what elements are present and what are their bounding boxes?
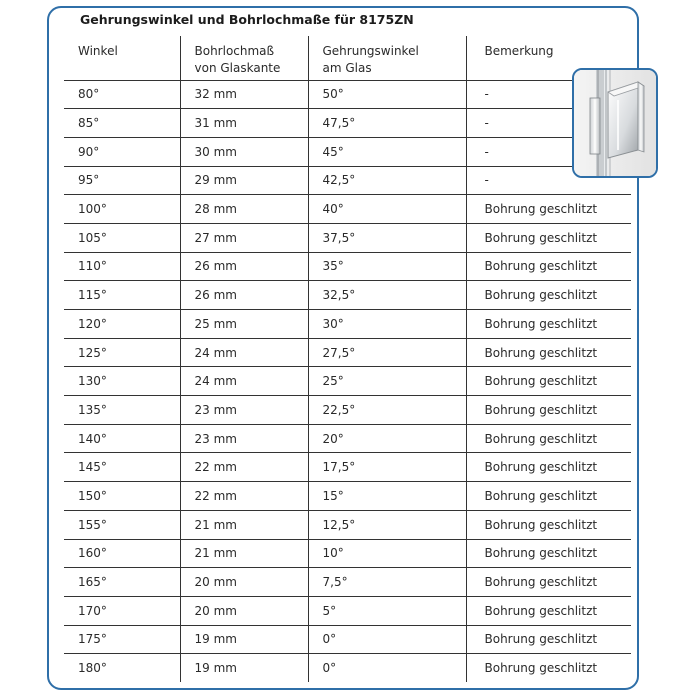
cell-bemerkung: Bohrung geschlitzt (466, 367, 631, 396)
table-row (64, 625, 631, 654)
cell-bemerkung: Bohrung geschlitzt (466, 453, 631, 482)
cell-gehrungswinkel: 32,5° (308, 281, 466, 310)
cell-bohrlochmass: 20 mm (180, 596, 308, 625)
glass-clamp-hinge-icon (574, 70, 656, 176)
header-line: Bemerkung (484, 44, 554, 58)
cell-gehrungswinkel: 20° (308, 424, 466, 453)
cell-winkel: 145° (64, 453, 180, 482)
cell-winkel: 170° (64, 596, 180, 625)
cell-bohrlochmass: 22 mm (180, 482, 308, 511)
cell-winkel: 115° (64, 281, 180, 310)
cell-gehrungswinkel: 7,5° (308, 568, 466, 597)
cell-bohrlochmass: 27 mm (180, 223, 308, 252)
table-row (64, 80, 631, 109)
cell-bohrlochmass: 19 mm (180, 654, 308, 683)
cell-winkel: 85° (64, 109, 180, 138)
table-row (64, 568, 631, 597)
header-winkel (64, 36, 180, 80)
cell-gehrungswinkel: 45° (308, 137, 466, 166)
table-row (64, 166, 631, 195)
cell-bemerkung: - (466, 137, 631, 166)
cell-winkel: 180° (64, 654, 180, 683)
cell-bohrlochmass: 21 mm (180, 510, 308, 539)
cell-gehrungswinkel: 30° (308, 310, 466, 339)
header-line: Bohrlochmaß (194, 44, 275, 58)
cell-gehrungswinkel: 17,5° (308, 453, 466, 482)
cell-winkel: 160° (64, 539, 180, 568)
cell-bohrlochmass: 20 mm (180, 568, 308, 597)
cell-bemerkung: Bohrung geschlitzt (466, 281, 631, 310)
cell-bohrlochmass: 19 mm (180, 625, 308, 654)
cell-bohrlochmass: 28 mm (180, 195, 308, 224)
table-row (64, 109, 631, 138)
table-row (64, 281, 631, 310)
cell-bemerkung: Bohrung geschlitzt (466, 510, 631, 539)
cell-winkel: 120° (64, 310, 180, 339)
cell-bemerkung: Bohrung geschlitzt (466, 625, 631, 654)
cell-gehrungswinkel: 10° (308, 539, 466, 568)
header-line: Winkel (78, 44, 118, 58)
table-row (64, 195, 631, 224)
cell-winkel: 175° (64, 625, 180, 654)
cell-winkel: 150° (64, 482, 180, 511)
cell-bohrlochmass: 21 mm (180, 539, 308, 568)
cell-bohrlochmass: 26 mm (180, 252, 308, 281)
cell-bemerkung: - (466, 166, 631, 195)
table-row (64, 310, 631, 339)
cell-winkel: 95° (64, 166, 180, 195)
cell-winkel: 100° (64, 195, 180, 224)
cell-gehrungswinkel: 12,5° (308, 510, 466, 539)
table-body (64, 80, 631, 682)
table-row (64, 252, 631, 281)
table-row (64, 539, 631, 568)
table-title: Gehrungswinkel und Bohrlochmaße für 8175ZN (80, 12, 414, 27)
cell-bemerkung: Bohrung geschlitzt (466, 396, 631, 425)
cell-bemerkung: Bohrung geschlitzt (466, 252, 631, 281)
header-line: Gehrungswinkel (322, 44, 419, 58)
cell-bemerkung: Bohrung geschlitzt (466, 310, 631, 339)
cell-bemerkung: Bohrung geschlitzt (466, 223, 631, 252)
header-row (64, 36, 631, 80)
cell-winkel: 155° (64, 510, 180, 539)
cell-gehrungswinkel: 47,5° (308, 109, 466, 138)
table-row (64, 482, 631, 511)
table-row (64, 367, 631, 396)
cell-winkel: 135° (64, 396, 180, 425)
cell-winkel: 80° (64, 80, 180, 109)
table-row (64, 654, 631, 683)
cell-bohrlochmass: 26 mm (180, 281, 308, 310)
header-line: von Glaskante (194, 61, 281, 75)
cell-gehrungswinkel: 22,5° (308, 396, 466, 425)
table-row (64, 338, 631, 367)
cell-bemerkung: Bohrung geschlitzt (484, 661, 598, 676)
cell-bohrlochmass: 23 mm (180, 424, 308, 453)
cell-gehrungswinkel: 42,5° (308, 166, 466, 195)
cell-winkel: 125° (64, 338, 180, 367)
cell-bohrlochmass: 24 mm (180, 338, 308, 367)
cell-bemerkung: Bohrung geschlitzt (466, 568, 631, 597)
cell-winkel: 165° (64, 568, 180, 597)
table-row (64, 396, 631, 425)
cell-gehrungswinkel: 25° (308, 367, 466, 396)
miter-angle-table (64, 36, 631, 682)
table-row (64, 223, 631, 252)
cell-bohrlochmass: 29 mm (180, 166, 308, 195)
table-row (64, 424, 631, 453)
cell-winkel: 90° (64, 137, 180, 166)
table-row (64, 596, 631, 625)
cell-bemerkung: Bohrung geschlitzt (466, 424, 631, 453)
product-photo (572, 68, 658, 178)
cell-winkel: 130° (64, 367, 180, 396)
cell-bohrlochmass: 31 mm (180, 109, 308, 138)
header-bohrlochmass (180, 36, 308, 80)
cell-bohrlochmass: 24 mm (180, 367, 308, 396)
cell-gehrungswinkel: 50° (308, 80, 466, 109)
header-line: am Glas (322, 61, 372, 75)
cell-gehrungswinkel: 35° (308, 252, 466, 281)
cell-bohrlochmass: 23 mm (180, 396, 308, 425)
table-row (64, 453, 631, 482)
cell-bohrlochmass: 22 mm (180, 453, 308, 482)
cell-gehrungswinkel: 37,5° (308, 223, 466, 252)
table-row (64, 137, 631, 166)
cell-winkel: 105° (64, 223, 180, 252)
cell-winkel: 140° (64, 424, 180, 453)
cell-bemerkung: Bohrung geschlitzt (466, 195, 631, 224)
table-row (64, 510, 631, 539)
cell-gehrungswinkel: 40° (308, 195, 466, 224)
cell-gehrungswinkel: 0° (308, 625, 466, 654)
header-gehrungswinkel (308, 36, 466, 80)
cell-bemerkung: Bohrung geschlitzt (466, 596, 631, 625)
cell-winkel: 110° (64, 252, 180, 281)
cell-bemerkung: Bohrung geschlitzt (466, 482, 631, 511)
cell-gehrungswinkel: 5° (308, 596, 466, 625)
cell-bohrlochmass: 30 mm (180, 137, 308, 166)
cell-bohrlochmass: 25 mm (180, 310, 308, 339)
cell-bemerkung: Bohrung geschlitzt (466, 338, 631, 367)
cell-bemerkung: - (466, 109, 631, 138)
cell-bohrlochmass: 32 mm (180, 80, 308, 109)
cell-bemerkung: - (466, 80, 631, 109)
cell-gehrungswinkel: 15° (308, 482, 466, 511)
cell-bemerkung: Bohrung geschlitzt (466, 539, 631, 568)
cell-gehrungswinkel: 27,5° (308, 338, 466, 367)
cell-gehrungswinkel: 0° (308, 654, 466, 683)
